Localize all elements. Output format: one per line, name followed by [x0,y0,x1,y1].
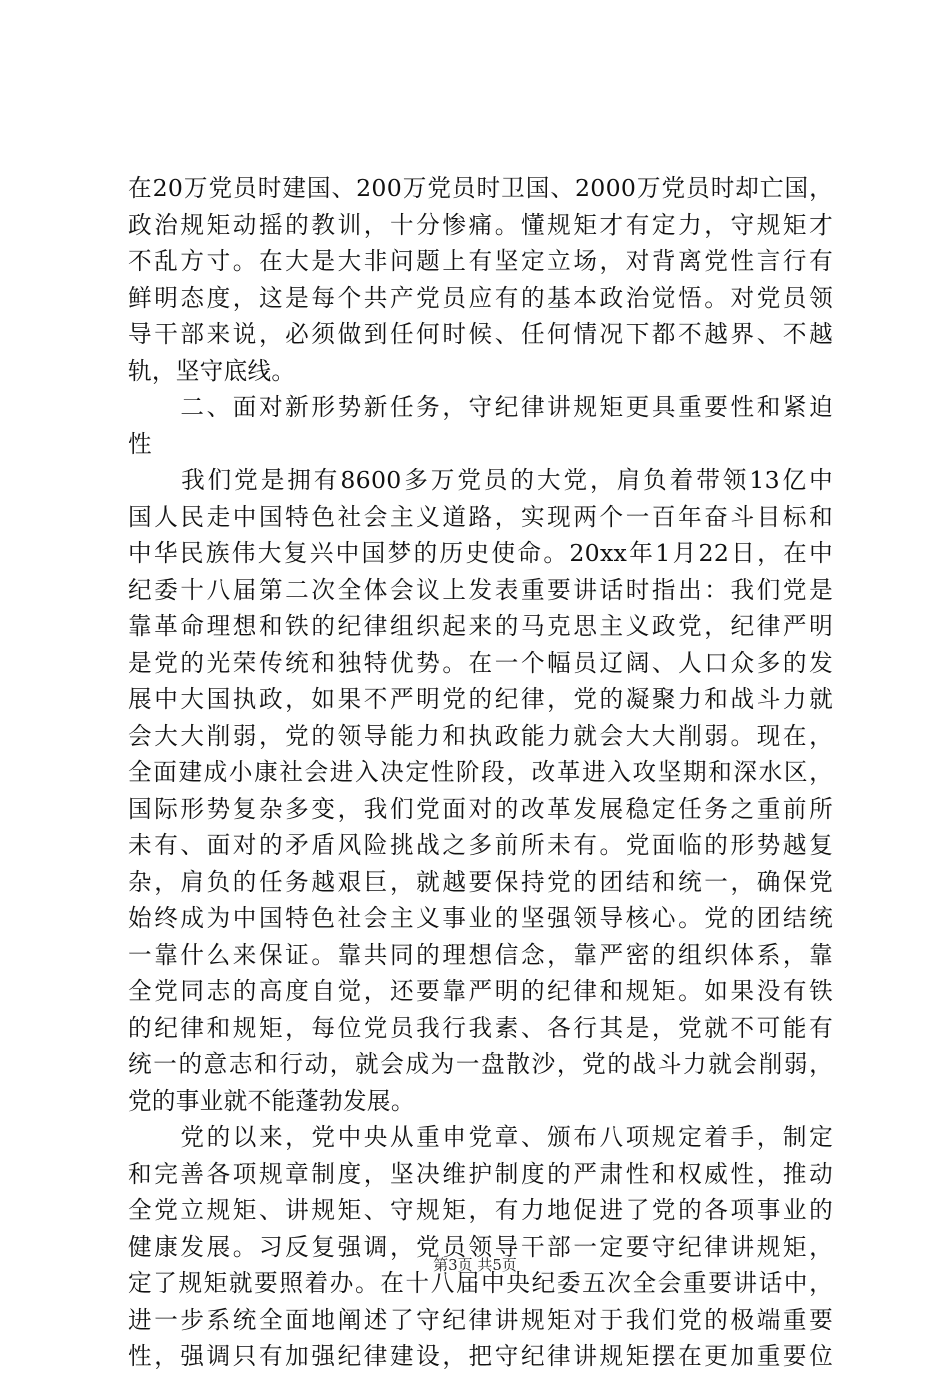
text-line: 进一步系统全面地阐述了守纪律讲规矩对于我们党的极端重要 [128,1305,833,1334]
text-line: 全面建成小康社会进入决定性阶段，改革进入攻坚期和深水区， [128,758,833,786]
text-line: 我们党是拥有8600多万党员的大党，肩负着带领13亿中 [128,466,833,494]
text-line: 不乱方寸。在大是大非问题上有坚定立场，对背离党性言行有 [128,247,833,275]
text-line: 一靠什么来保证。靠共同的理想信念，靠严密的组织体系，靠 [128,940,833,969]
text-line: 党的事业就不能蓬勃发展。 [128,1086,415,1115]
text-line: 纪委十八届第二次全体会议上发表重要讲话时指出：我们党是 [128,575,833,604]
text-line: 党的以来，党中央从重申党章、颁布八项规定着手，制定 [128,1123,833,1151]
text-line: 国际形势复杂多变，我们党面对的改革发展稳定任务之重前所 [128,794,833,823]
text-line: 定了规矩就要照着办。在十八届中央纪委五次全会重要讲话中， [128,1269,833,1297]
text-line: 未有、面对的矛盾风险挑战之多前所未有。党面临的形势越复 [128,831,833,859]
text-line: 展中大国执政，如果不严明党的纪律，党的凝聚力和战斗力就 [128,685,833,713]
text-line: 轨，坚守底线。 [128,356,296,385]
text-line: 的纪律和规矩，每位党员我行我素、各行其是，党就不可能有 [128,1013,833,1042]
text-line: 二、面对新形势新任务，守纪律讲规矩更具重要性和紧迫 [128,393,833,421]
text-line: 全党同志的高度自觉，还要靠严明的纪律和规矩。如果没有铁 [128,977,833,1005]
text-line: 鲜明态度，这是每个共产党员应有的基本政治觉悟。对党员领 [128,283,833,312]
text-line: 全党立规矩、讲规矩、守规矩，有力地促进了党的各项事业的 [128,1196,833,1224]
text-line: 是党的光荣传统和独特优势。在一个幅员辽阔、人口众多的发 [128,648,833,677]
text-line: 政治规矩动摇的教训，十分惨痛。懂规矩才有定力，守规矩才 [128,210,833,239]
text-line: 导干部来说，必须做到任何时候、任何情况下都不越界、不越 [128,320,833,348]
text-line: 性，强调只有加强纪律建设，把守纪律讲规矩摆在更加重要位 [128,1342,833,1370]
text-line: 健康发展。习反复强调，党员领导干部一定要守纪律讲规矩， [128,1232,833,1261]
text-line: 性 [128,429,152,458]
text-line: 和完善各项规章制度，坚决维护制度的严肃性和权威性，推动 [128,1159,833,1188]
text-line: 中华民族伟大复兴中国梦的历史使命。20xx年1月22日，在中 [128,539,833,567]
text-line: 统一的意志和行动，就会成为一盘散沙，党的战斗力就会削弱， [128,1050,833,1078]
text-line: 始终成为中国特色社会主义事业的坚强领导核心。党的团结统 [128,904,833,932]
page-footer: 第3页 共5页 [433,1256,517,1274]
text-line: 在20万党员时建国、200万党员时卫国、2000万党员时却亡国， [128,174,833,202]
text-line: 杂，肩负的任务越艰巨，就越要保持党的团结和统一，确保党 [128,867,833,896]
text-line: 靠革命理想和铁的纪律组织起来的马克思主义政党，纪律严明 [128,612,833,640]
text-line: 国人民走中国特色社会主义道路，实现两个一百年奋斗目标和 [128,502,833,531]
text-line: 会大大削弱，党的领导能力和执政能力就会大大削弱。现在， [128,721,833,750]
document-body [128,170,833,1375]
